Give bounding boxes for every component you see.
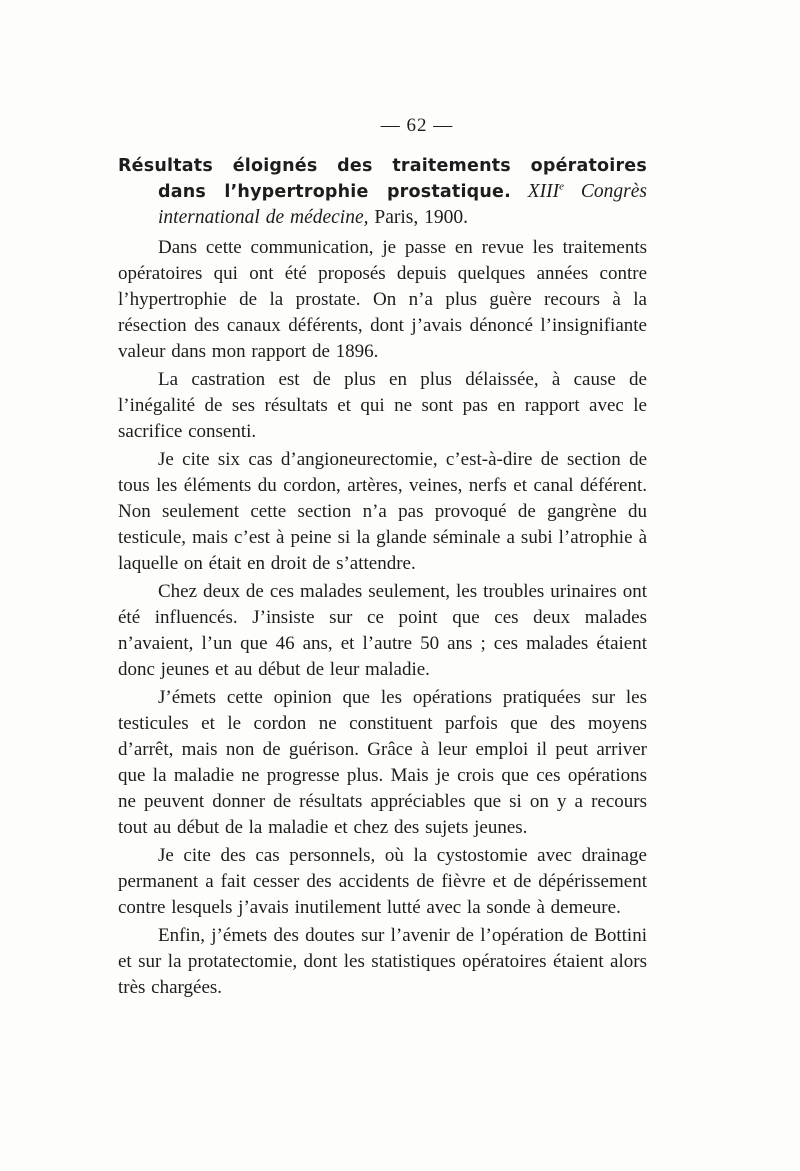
paragraph: Enfin, j’émets des doutes sur l’avenir de l’opération de Bottini et sur la protatectomie, dont les statistiques opératoires étaient alors très chargées. — [118, 925, 647, 998]
paragraph: Chez deux de ces malades seulement, les troubles urinaires ont été influencés. J’insiste sur ce point que ces deux malades n’avaient, l’un que 46 ans, et l’autre 50 ans ; ces malades étaient donc jeunes et au début de leur maladie. — [118, 581, 647, 680]
congress-rest: Congrès international de médecine, — [158, 181, 648, 228]
paragraph: J’émets cette opinion que les opérations pratiquées sur les testicules et le cordon ne constituent parfois que des moyens d’arrêt, mais non de guérison. Grâce à leur emploi il peut arriver que la maladie ne progresse plus. Mais je crois que ces opérations ne peuvent donner de résultats appréciables que si on y a recours tout au début de la maladie et chez des sujets jeunes. — [118, 687, 647, 838]
text-block — [118, 153, 647, 1003]
paragraph: Je cite six cas d’angioneurectomie, c’est-à-dire de section de tous les éléments du cordon, artères, veines, nerfs et canal déférent. Non seulement cette section n’a pas provoqué de gangrène du testicule, mais c’est à peine si la glande séminale a subi l’atrophie à laquelle on était en droit de s’attendre. — [118, 449, 647, 574]
congress-sup: e — [559, 180, 564, 193]
entry-title-bold: Résultats éloignés des traitements opératoires dans l’hypertrophie prostatique. — [118, 156, 647, 202]
paragraph: Dans cette communication, je passe en revue les traitements opératoires qui ont été proposés depuis quelques années contre l’hypertrophie de la prostate. On n’a plus guère recours à la résection des canaux déférents, dont j’avais dénoncé l’insignifiante valeur dans mon rapport de 1896. — [118, 237, 647, 362]
entry-title — [118, 153, 647, 231]
page-number: — 62 — — [380, 115, 454, 136]
paragraph: Je cite des cas personnels, où la cystostomie avec drainage permanent a fait cesser des accidents de fièvre et de dépérissement contre lesquels j’avais inutilement lutté avec la sonde à demeure. — [118, 845, 647, 918]
entry-place-date: Paris, 1900. — [368, 207, 468, 228]
congress-roman: XIII — [527, 181, 560, 202]
paragraph: La castration est de plus en plus délaissée, à cause de l’inégalité de ses résultats et qui ne sont pas en rapport avec le sacrifice consenti. — [118, 369, 647, 442]
